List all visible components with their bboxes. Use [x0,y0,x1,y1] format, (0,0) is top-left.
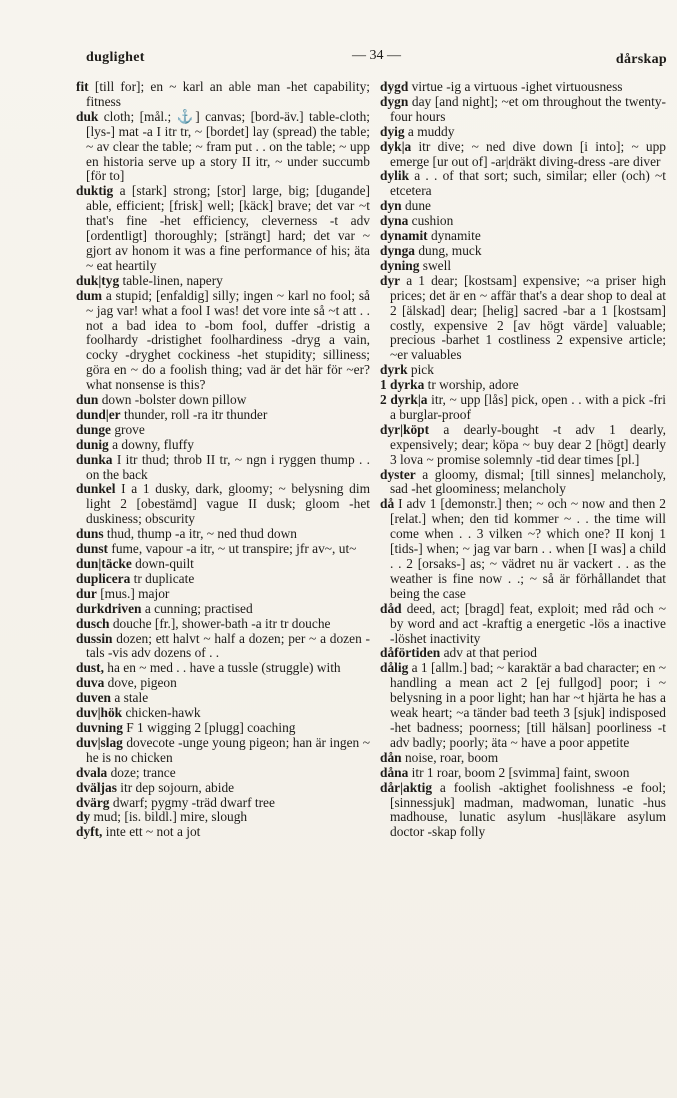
dictionary-entry: duplicera tr duplicate [76,570,195,586]
dictionary-entry: dund|er thunder, roll -ra itr thunder [76,406,268,422]
dictionary-entry: dylik a . . of that sort; such, similar; eller (och) ~t etcetera [380,168,666,199]
dictionary-entry: dun down -bolster down pillow [76,392,247,408]
dictionary-entry: dun|täcke down-quilt [76,556,194,571]
dictionary-entry: dussin dozen; ett halvt ~ half a dozen; per ~ a dozen -tals -vis adv dozens of . . [76,630,370,661]
dictionary-entry: dålig a 1 [allm.] bad; ~ karaktär a bad character; en ~ handling a mean act 2 [ej fullgod] poor; i ~ belysning in a poor light; han har ~t hjärta he has a weak heart; ~a tänder bad teeth 3 [sjuk] indisposed -het badness; poorness; [till hälsan] poorliness -t adv badly; poorly; äta ~ have a poor appetite [380,660,666,750]
dictionary-entry: duven a stale [76,690,149,706]
page-header [86,46,667,70]
dictionary-entry: dyig a muddy [380,123,455,139]
dictionary-entry: 2 dyrk|a itr, ~ upp [lås] pick, open . . with a pick -fri a burglar-proof [380,392,666,422]
dictionary-entry: duktig a [stark] strong; [stor] large, big; [dugande] able, efficient; [frisk] well; [käck] brave; det var ~t that's fine -het efficiency, cleverness -t adv [ordentligt] thoroughly; [strängt] hard; det var ~ gjort av honom it was a fine performance of his; äta ~ eat heartily [76,183,370,273]
dictionary-entry: dyr|köpt a dearly-bought -t adv 1 dearly, expensively; dear; köpa ~ buy dear 2 [högt] dearly 3 lova ~ promise solemnly -tid dear times [pl.] [380,421,666,467]
dictionary-entry: fit [till for]; en ~ karl an able man -het capability; fitness [76,79,370,109]
dictionary-entry: dår|aktig a foolish -aktighet foolishness -e fool; [sinnessjuk] madman, madwoman, lunatic -hus madhouse, lunatic asylum -hus|läkare asylum doctor -skap folly [380,779,666,840]
dictionary-entry: dunig a downy, fluffy [76,436,194,452]
dictionary-entry: duv|hök chicken-hawk [76,705,201,721]
dictionary-entry: dväljas itr dep sojourn, abide [76,779,235,795]
dictionary-entry: dygn day [and night]; ~et om throughout the twenty-four hours [380,93,666,124]
dictionary-entry: dyna cushion [380,213,454,229]
dictionary-entry: dyk|a itr dive; ~ ned dive down [i into]; ~ upp emerge [ur out of] -ar|dräkt diving-dress -are diver [380,138,666,169]
dictionary-entry: dyn dune [380,198,431,214]
left-column [76,80,370,840]
dictionary-entry: dyster a gloomy, dismal; [till sinnes] melancholy, sad -het gloominess; melancholy [380,466,666,497]
dictionary-entry: 1 dyrka tr worship, adore [380,377,519,393]
dictionary-entry: dy mud; [is. bildl.] mire, slough [76,809,248,825]
dictionary-entry: dunka I itr thud; throb II tr, ~ ngn i ryggen thump . . on the back [76,451,370,482]
dictionary-entry: duva dove, pigeon [76,675,177,691]
dictionary-entry: dvala doze; trance [76,764,176,780]
dictionary-entry: duv|slag dovecote -unge young pigeon; han är ingen ~ he is no chicken [76,734,370,765]
dictionary-entry: dum a stupid; [enfaldig] silly; ingen ~ karl no fool; så ~ jag var! what a fool I was! det vore inte så ~t att . . not a bad idea to -bom fool, duffer -dristig a foolhardy -dristighet foolhardiness -dryg a vain, cocky -dryghet cockiness -het stupidity; silliness; göra en ~ do a foolish thing; vad är det här för ~er? what nonsense is this? [76,287,370,393]
page-number: — 34 — [352,48,401,63]
dictionary-entry: dåförtiden adv at that period [380,645,537,661]
dictionary-entry: dusch douche [fr.], shower-bath -a itr tr douche [76,615,331,631]
dictionary-entry: dyr a 1 dear; [kostsam] expensive; ~a priser high prices; det är en ~ affär that's a dear shop to deal at 2 [älskad] dear; [helig] sacred -bar a 1 [kostsam] costly, expensive 2 [av högt värde] valuable; precious -barhet 1 costliness 2 expensive article; ~er valuables [380,272,666,363]
dictionary-entry: dyft, inte ett ~ not a jot [76,824,201,840]
dictionary-entry: dyrk pick [380,362,434,378]
dictionary-entry: då I adv 1 [demonstr.] then; ~ och ~ now and then 2 [relat.] when; den tid kommer ~ . . the time will come when . . 3 vilken ~? which one? II konj 1 [tids-] when; ~ jag var barn . . when [I was] a child . . 2 [orsaks-] as; ~ vädret nu är vackert . . as the weather is fine now . .; ~ så är förhållandet that being the case [380,496,666,601]
dictionary-entry: duk|tyg table-linen, napery [76,272,223,288]
dictionary-entry: dust, ha en ~ med . . have a tussle (struggle) with [76,660,341,676]
header-right-headword: dårskap [615,52,667,67]
dictionary-entry: durkdriven a cunning; practised [76,600,253,616]
dictionary-entry: dåna itr 1 roar, boom 2 [svimma] faint, swoon [380,764,630,780]
dictionary-entry: dvärg dwarf; pygmy -träd dwarf tree [76,794,275,810]
dictionary-entry: dyning swell [380,257,452,273]
dictionary-entry: dynamit dynamite [380,228,481,244]
dictionary-entry: dunkel I a 1 dusky, dark, gloomy; ~ belysning dim light 2 [obestämd] vague II dusk; gloom -het duskiness; obscurity [76,481,370,527]
dictionary-entry: dygd virtue -ig a virtuous -ighet virtuousness [380,79,623,94]
dictionary-entry: duns thud, thump -a itr, ~ ned thud down [76,526,297,542]
dictionary-entry: duvning F 1 wigging 2 [plugg] coaching [76,719,296,735]
dictionary-entry: dunst fume, vapour -a itr, ~ ut transpire; jfr av~, ut~ [76,541,357,557]
right-column [380,80,666,840]
dictionary-entry: dunge grove [76,421,145,437]
header-left-headword: duglighet [86,50,145,65]
dictionary-entry: dur [mus.] major [76,585,170,601]
dictionary-entry: dåd deed, act; [bragd] feat, exploit; med råd och ~ by word and act -kraftig a energetic -lös a inactive -löshet inactivity [380,600,666,646]
dictionary-entry: dån noise, roar, boom [380,749,499,765]
dictionary-entry: duk cloth; [mål.; ⚓] canvas; [bord-äv.] table-cloth; [lys-] mat -a I itr tr, ~ [bordet] lay (spread) the table; ~ av clear the table; ~ fram put . . on the table; ~ upp en historia serve up a story II itr, ~ under succumb [för to] [76,108,370,184]
dictionary-entry: dynga dung, muck [380,242,482,258]
